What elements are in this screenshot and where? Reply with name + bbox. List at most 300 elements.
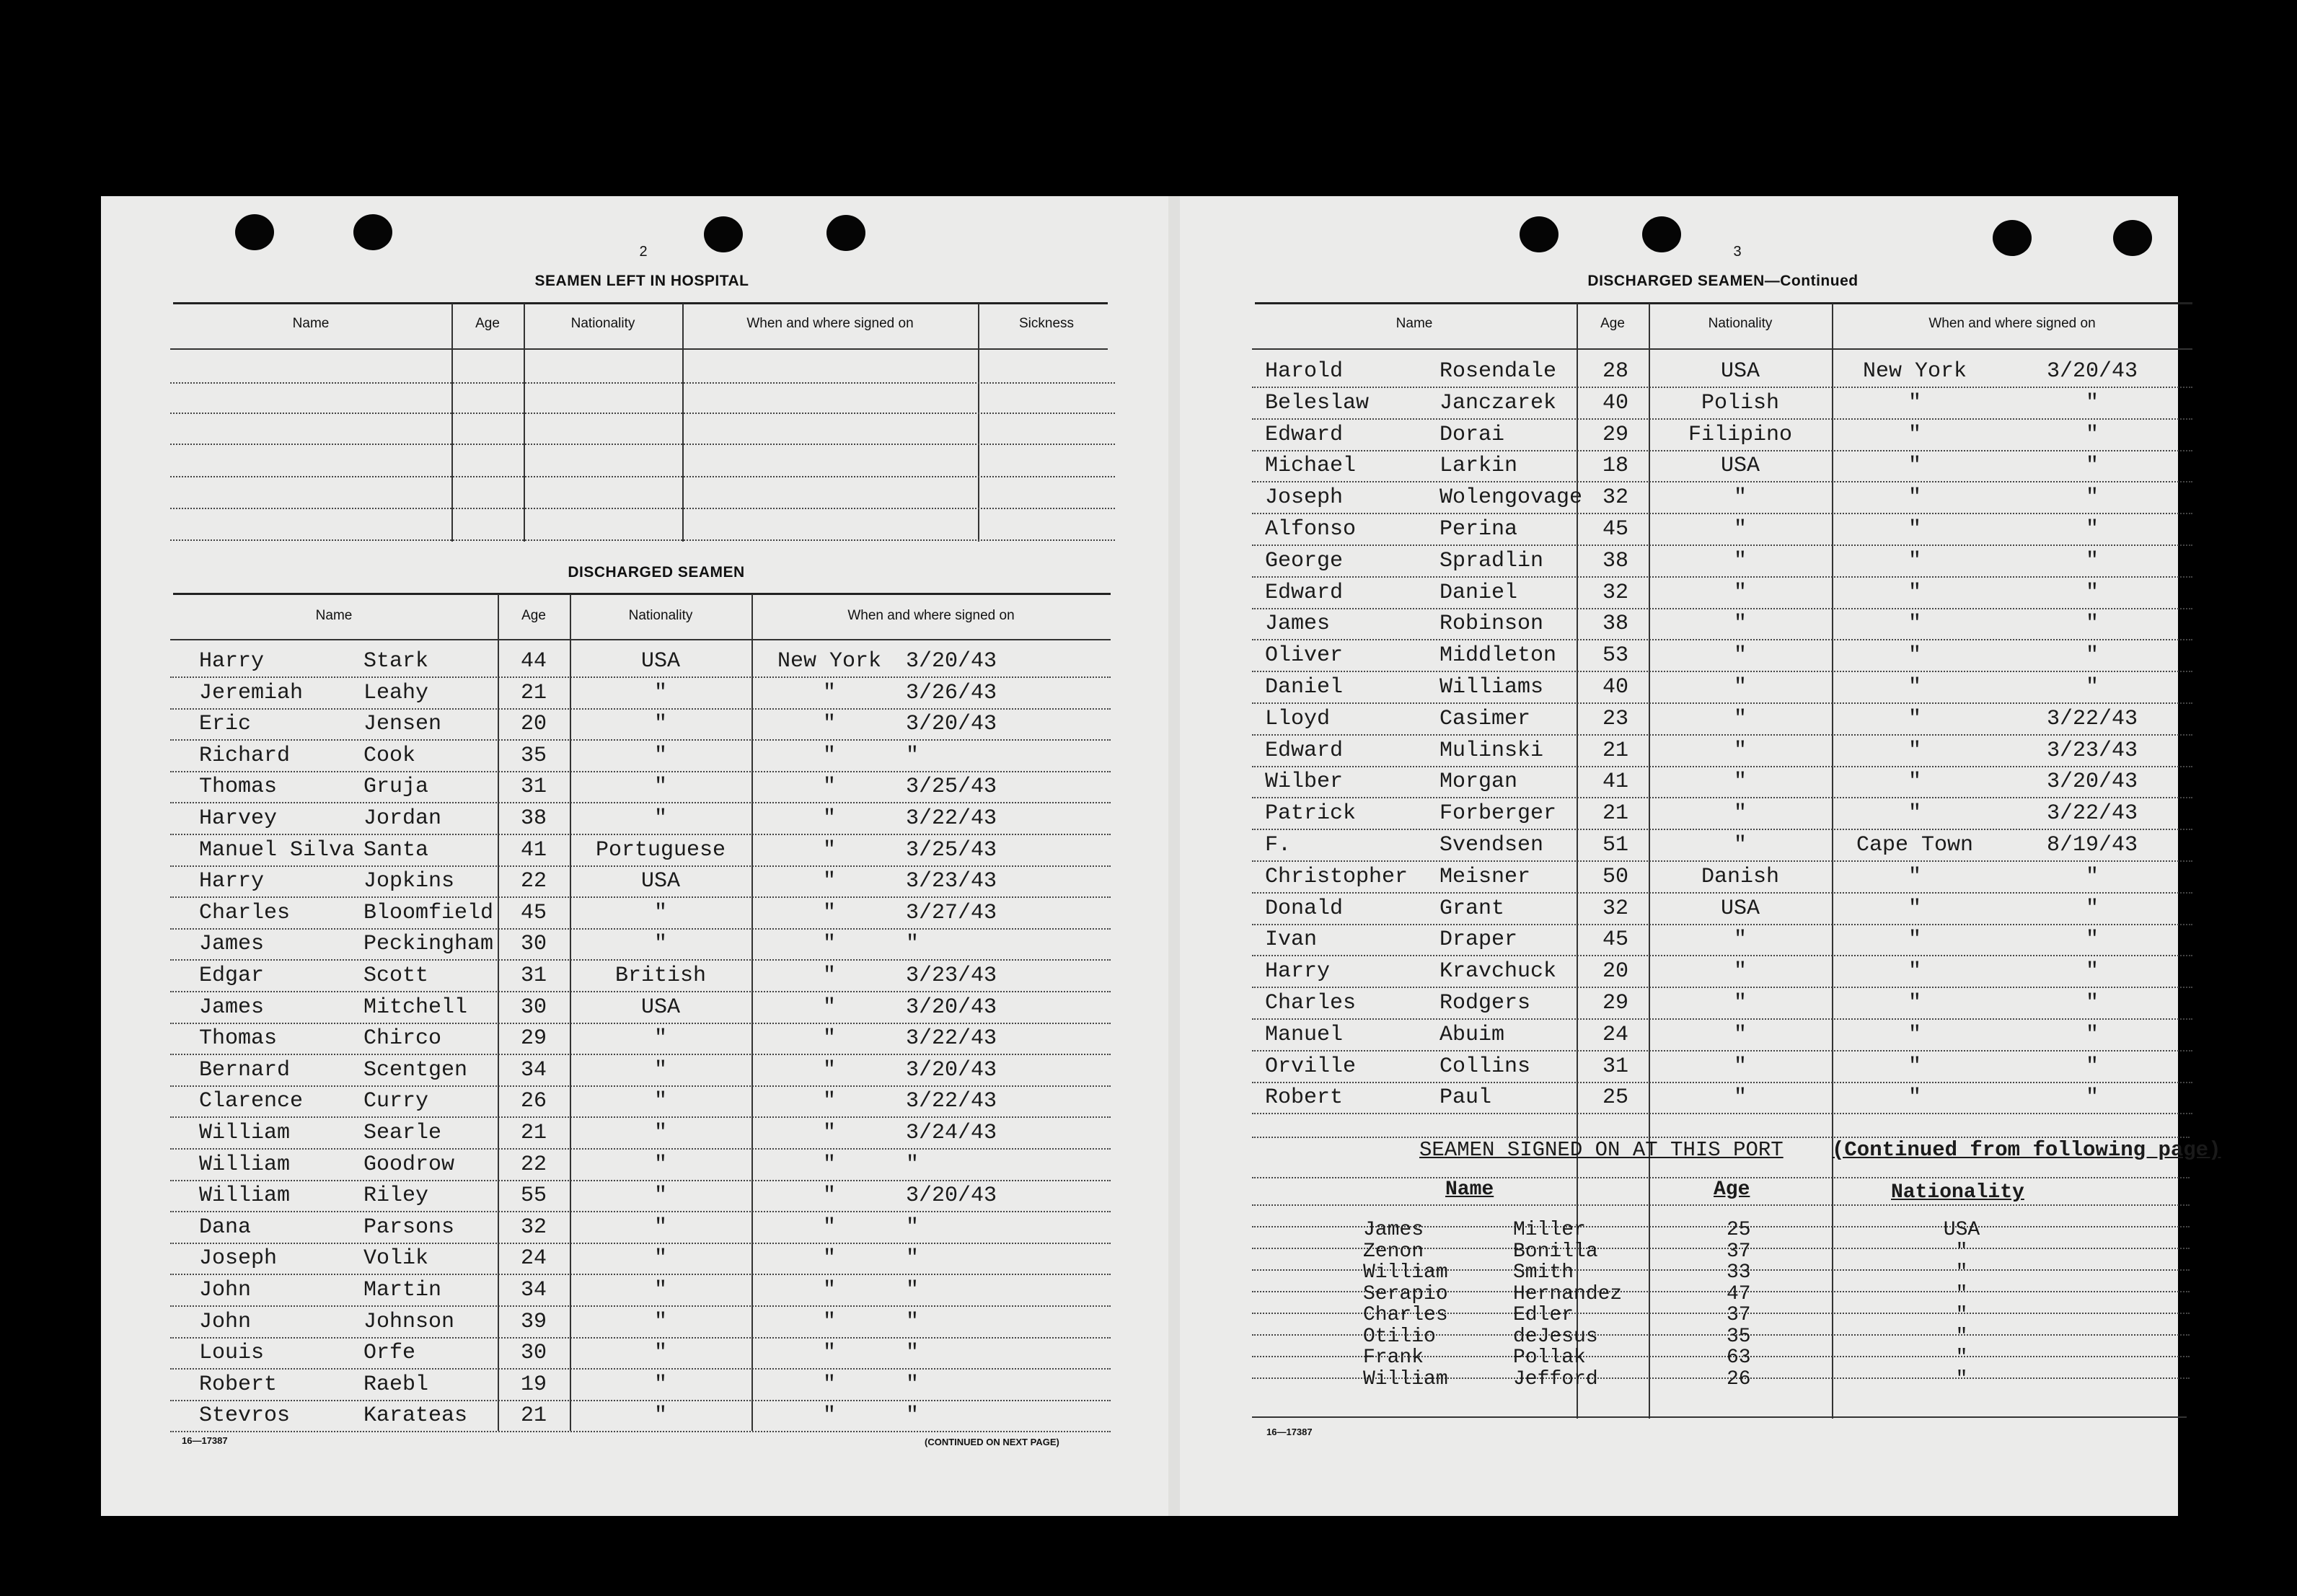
last-name: Orfe: [363, 1341, 416, 1366]
first-name: Serapio: [1363, 1282, 1448, 1305]
signed-on-place: ": [1908, 517, 1921, 542]
age: 25: [1727, 1219, 1751, 1241]
form-number: 16—17387: [182, 1435, 228, 1446]
last-name: Goodrow: [363, 1152, 455, 1177]
row-line: [1252, 892, 2192, 894]
nationality: ": [653, 743, 667, 768]
last-name: Scott: [363, 964, 429, 988]
signed-on-place: ": [822, 932, 836, 957]
signed-on-date: 3/20/43: [906, 712, 997, 737]
signed-on-date: 3/25/43: [906, 775, 997, 800]
signed-on-date: ": [906, 1278, 920, 1302]
nationality: Danish: [1701, 864, 1780, 889]
last-name: Jefford: [1513, 1367, 1598, 1390]
discharged-section-title: DISCHARGED SEAMEN: [568, 564, 745, 581]
nationality: USA: [640, 649, 680, 674]
age: 47: [1727, 1282, 1751, 1305]
last-name: Riley: [363, 1183, 429, 1209]
signed-on-date: 3/20/43: [906, 649, 997, 674]
age: 37: [1727, 1304, 1751, 1326]
signed-on-place: ": [1908, 991, 1921, 1015]
first-name: Oliver: [1265, 643, 1344, 669]
signed-on-date: ": [2085, 896, 2099, 921]
age: 26: [521, 1089, 547, 1114]
right-header-rule: [1252, 348, 2192, 350]
first-name: Harvey: [199, 806, 278, 831]
nationality: ": [1955, 1367, 1968, 1390]
nationality: ": [653, 1341, 667, 1366]
last-name: Grant: [1440, 896, 1505, 921]
signed-on-date: ": [2085, 1085, 2099, 1111]
last-name: Edler: [1513, 1304, 1574, 1326]
blank-row-line: [170, 508, 1115, 509]
binder-hole: [235, 214, 274, 250]
signed-on-date: 3/22/43: [906, 1089, 997, 1114]
first-name: Otilio: [1363, 1325, 1436, 1348]
signed-on-header-age: Age: [1714, 1178, 1750, 1201]
last-name: Dorai: [1440, 422, 1505, 447]
continued-note: (CONTINUED ON NEXT PAGE): [925, 1437, 1059, 1447]
column-divider: [524, 304, 525, 542]
last-name: Miller: [1513, 1219, 1586, 1241]
nationality: ": [653, 932, 667, 957]
signed-on-date: 3/20/43: [906, 1057, 997, 1083]
signed-on-place: ": [1908, 801, 1921, 826]
signed-on-place: ": [822, 680, 836, 705]
age: 55: [521, 1183, 547, 1209]
row-line: [1252, 513, 2192, 514]
signed-on-date: ": [906, 1403, 920, 1429]
age: 20: [521, 712, 547, 737]
signed-on-date: ": [2085, 959, 2099, 984]
last-name: Pollak: [1513, 1346, 1586, 1369]
signed-on-date: 3/22/43: [2046, 706, 2138, 731]
age: 33: [1727, 1261, 1751, 1284]
first-name: Edward: [1265, 738, 1344, 763]
signed-on-date: 3/25/43: [906, 837, 997, 863]
signed-on-date: ": [2085, 927, 2099, 953]
first-name: George: [1265, 548, 1344, 573]
age: 24: [1602, 1022, 1629, 1047]
age: 21: [1602, 738, 1629, 763]
nationality: ": [653, 1121, 667, 1145]
age: 21: [1602, 801, 1629, 826]
nationality: ": [1733, 1085, 1747, 1111]
nationality: ": [1955, 1240, 1968, 1263]
hospital-header-nationality: Nationality: [570, 316, 635, 331]
first-name: William: [199, 1121, 291, 1145]
signed-on-place: ": [822, 712, 836, 737]
signed-on-date: ": [906, 1341, 920, 1366]
signed-on-place: ": [822, 1121, 836, 1145]
last-name: Gruja: [363, 775, 429, 800]
row-line: [1252, 987, 2192, 988]
row-line: [1252, 1113, 2192, 1114]
blank-row-line: [170, 476, 1115, 477]
signed-on-place: ": [822, 1372, 836, 1397]
last-name: Kravchuck: [1440, 959, 1557, 984]
nationality: USA: [1943, 1219, 1980, 1241]
row-line: [1252, 639, 2192, 640]
last-name: Jordan: [363, 806, 442, 831]
row-line: [1252, 450, 2192, 451]
signed-on-date: 3/23/43: [2046, 738, 2138, 763]
nationality: ": [1733, 580, 1747, 605]
signed-on-place: ": [822, 1183, 836, 1209]
page-number: 2: [639, 244, 648, 260]
signed-on-place: ": [1908, 1085, 1921, 1111]
row-line: [170, 1305, 1111, 1307]
nationality: ": [1733, 706, 1747, 731]
signed-on-date: ": [2085, 517, 2099, 542]
nationality: ": [653, 1152, 667, 1177]
last-name: Parsons: [363, 1214, 455, 1240]
signed-on-place: ": [1908, 485, 1921, 511]
row-line: [170, 1085, 1111, 1087]
blank-row-line: [170, 444, 1115, 445]
signed-on-place: ": [822, 1026, 836, 1051]
last-name: Janczarek: [1440, 390, 1557, 415]
nationality: British: [614, 964, 707, 988]
nationality: ": [1955, 1346, 1968, 1369]
first-name: Eric: [199, 712, 252, 737]
signed-on-place: ": [822, 806, 836, 831]
age: 25: [1602, 1085, 1629, 1111]
signed-on-place: Cape Town: [1856, 833, 1974, 857]
blank-row-line: [170, 539, 1115, 541]
last-name: Chirco: [363, 1026, 442, 1051]
age: 29: [521, 1026, 547, 1051]
row-line: [170, 1368, 1111, 1370]
row-line: [170, 1431, 1111, 1432]
signed-on-place: ": [1908, 864, 1921, 889]
last-name: Collins: [1440, 1054, 1531, 1079]
hospital-section-title: SEAMEN LEFT IN HOSPITAL: [534, 273, 749, 289]
nationality: Portuguese: [595, 837, 726, 863]
first-name: John: [199, 1278, 252, 1302]
signed-on-date: ": [906, 743, 920, 768]
row-line: [1252, 418, 2192, 420]
nationality: ": [653, 1089, 667, 1114]
first-name: Jeremiah: [199, 680, 304, 705]
last-name: Draper: [1440, 927, 1518, 953]
signed-on-place: New York: [1862, 359, 1967, 384]
first-name: Harry: [199, 649, 265, 674]
last-name: Spradlin: [1440, 548, 1544, 573]
first-name: Joseph: [1265, 485, 1344, 511]
signed-on-place: ": [1908, 1054, 1921, 1079]
signed-on-note: (Continued from following page): [1832, 1138, 2221, 1162]
signed-on-date: ": [906, 1372, 920, 1397]
signed-on-place: ": [822, 1278, 836, 1302]
discharged-header-signed-on: When and where signed on: [847, 608, 1015, 623]
page-fold: [1168, 196, 1180, 1516]
first-name: Harold: [1265, 359, 1344, 384]
age: 31: [1602, 1054, 1629, 1079]
age: 19: [521, 1372, 547, 1397]
first-name: Alfonso: [1265, 517, 1357, 542]
signed-on-date: ": [906, 1246, 920, 1271]
age: 34: [521, 1278, 547, 1302]
first-name: James: [1265, 612, 1331, 637]
age: 31: [521, 964, 547, 988]
nationality: ": [653, 1057, 667, 1083]
first-name: William: [199, 1152, 291, 1177]
hospital-header-rule: [170, 348, 1108, 350]
first-name: William: [1363, 1367, 1448, 1390]
discharged-header-rule: [170, 639, 1111, 640]
signed-on-date: 3/22/43: [906, 1026, 997, 1051]
first-name: Christopher: [1265, 864, 1408, 889]
nationality: ": [653, 1372, 667, 1397]
nationality: ": [1733, 991, 1747, 1015]
first-name: William: [1363, 1261, 1448, 1284]
first-name: Thomas: [199, 775, 278, 800]
age: 34: [521, 1057, 547, 1083]
first-name: Zenon: [1363, 1240, 1424, 1263]
signed-on-place: ": [822, 1214, 836, 1240]
last-name: Hernandez: [1513, 1282, 1623, 1305]
last-name: Daniel: [1440, 580, 1518, 605]
first-name: Thomas: [199, 1026, 278, 1051]
last-name: Abuim: [1440, 1022, 1505, 1047]
age: 20: [1602, 959, 1629, 984]
row-line: [1252, 1018, 2192, 1020]
hospital-header-sickness: Sickness: [1018, 316, 1075, 331]
right-header-signed-on: When and where signed on: [1928, 316, 2096, 331]
nationality: ": [1733, 801, 1747, 826]
last-name: Peckingham: [363, 932, 494, 957]
nationality: Polish: [1701, 390, 1780, 415]
first-name: James: [1363, 1219, 1424, 1241]
nationality: ": [1733, 612, 1747, 637]
signed-on-place: ": [1908, 390, 1921, 415]
row-line: [1252, 766, 2192, 767]
age: 63: [1727, 1346, 1751, 1369]
last-name: Martin: [363, 1278, 442, 1302]
binder-hole: [1642, 216, 1681, 252]
signed-on-place: ": [822, 837, 836, 863]
row-line: [1252, 1204, 2190, 1206]
last-name: Perina: [1440, 517, 1518, 542]
age: 50: [1602, 864, 1629, 889]
age: 40: [1602, 675, 1629, 700]
row-line: [170, 771, 1111, 772]
age: 41: [521, 837, 547, 863]
signed-on-date: ": [2085, 1054, 2099, 1079]
last-name: Curry: [363, 1089, 429, 1114]
row-line: [1252, 576, 2192, 578]
signed-on-date: 3/20/43: [906, 995, 997, 1020]
discharged-header-name: Name: [315, 608, 353, 623]
row-line: [170, 991, 1111, 992]
nationality: ": [653, 1214, 667, 1240]
signed-on-date: ": [2085, 485, 2099, 511]
row-line: [1252, 481, 2192, 482]
nationality: ": [653, 1278, 667, 1302]
page-number: 3: [1733, 244, 1742, 260]
age: 30: [521, 995, 547, 1020]
nationality: ": [1733, 517, 1747, 542]
right-header-age: Age: [1600, 316, 1625, 331]
signed-on-place: ": [822, 1403, 836, 1429]
nationality: ": [1733, 1022, 1747, 1047]
nationality: ": [1733, 738, 1747, 763]
row-line: [1252, 1082, 2192, 1083]
row-line: [1252, 1050, 2192, 1051]
signed-on-place: ": [1908, 643, 1921, 669]
signed-on-place: ": [1908, 770, 1921, 795]
row-line: [170, 1180, 1111, 1181]
last-name: Middleton: [1440, 643, 1557, 669]
first-name: Charles: [199, 900, 291, 925]
discharged-top-rule: [173, 593, 1111, 595]
first-name: Patrick: [1265, 801, 1357, 826]
row-line: [170, 1243, 1111, 1244]
age: 35: [1727, 1325, 1751, 1348]
first-name: Clarence: [199, 1089, 304, 1114]
nationality: ": [653, 1246, 667, 1271]
first-name: Michael: [1265, 454, 1357, 479]
discharged-header-age: Age: [521, 608, 546, 623]
signed-on-place: ": [822, 1246, 836, 1271]
signed-on-place: ": [1908, 959, 1921, 984]
signed-on-date: ": [906, 1309, 920, 1334]
row-line: [170, 802, 1111, 803]
age: 31: [521, 775, 547, 800]
column-divider: [682, 304, 684, 542]
signed-on-place: ": [1908, 548, 1921, 573]
age: 18: [1602, 454, 1629, 479]
first-name: Frank: [1363, 1346, 1424, 1369]
age: 51: [1602, 833, 1629, 857]
binder-hole: [1520, 216, 1558, 252]
row-line: [170, 959, 1111, 961]
signed-on-date: 8/19/43: [2046, 833, 2138, 857]
age: 21: [521, 680, 547, 705]
row-line: [170, 1148, 1111, 1150]
first-name: Wilber: [1265, 770, 1344, 795]
age: 29: [1602, 991, 1629, 1015]
age: 45: [1602, 517, 1629, 542]
nationality: ": [1955, 1282, 1968, 1305]
last-name: Morgan: [1440, 770, 1518, 795]
first-name: William: [199, 1183, 291, 1209]
signed-on-place: ": [822, 869, 836, 894]
row-line: [1252, 955, 2192, 956]
first-name: Stevros: [199, 1403, 291, 1429]
signed-on-header-name: Name: [1445, 1178, 1494, 1201]
signed-on-date: ": [906, 932, 920, 957]
signed-on-place: ": [1908, 580, 1921, 605]
first-name: James: [199, 932, 265, 957]
hospital-header-signed-on: When and where signed on: [746, 316, 914, 331]
hospital-header-name: Name: [292, 316, 330, 331]
signed-on-date: 3/22/43: [2046, 801, 2138, 826]
last-name: Rosendale: [1440, 359, 1557, 384]
nationality: ": [1733, 959, 1747, 984]
first-name: Daniel: [1265, 675, 1344, 700]
signed-on-place: ": [822, 1152, 836, 1177]
first-name: Louis: [199, 1341, 265, 1366]
nationality: USA: [640, 869, 680, 894]
signed-on-date: 3/27/43: [906, 900, 997, 925]
last-name: Santa: [363, 837, 429, 863]
nationality: ": [653, 775, 667, 800]
nationality: ": [1733, 485, 1747, 511]
last-name: Jensen: [363, 712, 442, 737]
row-line: [170, 676, 1111, 678]
row-line: [1252, 860, 2192, 862]
signed-on-place: ": [822, 1057, 836, 1083]
first-name: Manuel Silva: [199, 837, 356, 863]
nationality: ": [653, 712, 667, 737]
last-name: deJesus: [1513, 1325, 1598, 1348]
row-line: [170, 1054, 1111, 1055]
age: 32: [1602, 896, 1629, 921]
nationality: ": [653, 900, 667, 925]
first-name: Ivan: [1265, 927, 1318, 953]
nationality: ": [653, 1309, 667, 1334]
last-name: Paul: [1440, 1085, 1492, 1111]
age: 35: [521, 743, 547, 768]
age: 38: [521, 806, 547, 831]
last-name: Williams: [1440, 675, 1544, 700]
signed-on-date: ": [2085, 422, 2099, 447]
signed-on-header-nationality: Nationality: [1891, 1181, 2024, 1204]
nationality: ": [653, 1183, 667, 1209]
first-name: Manuel: [1265, 1022, 1344, 1047]
right-header-nationality: Nationality: [1708, 316, 1773, 331]
last-name: Larkin: [1440, 454, 1518, 479]
signed-on-date: 3/24/43: [906, 1121, 997, 1145]
row-line: [1252, 924, 2192, 925]
first-name: Donald: [1265, 896, 1344, 921]
nationality: ": [653, 1026, 667, 1051]
signed-on-place: ": [822, 995, 836, 1020]
signed-on-date: ": [2085, 675, 2099, 700]
signed-on-date: ": [2085, 390, 2099, 415]
age: 24: [521, 1246, 547, 1271]
first-name: Edward: [1265, 580, 1344, 605]
last-name: Svendsen: [1440, 833, 1544, 857]
first-name: James: [199, 995, 265, 1020]
nationality: ": [1733, 548, 1747, 573]
row-line: [170, 1400, 1111, 1401]
signed-on-place: ": [1908, 1022, 1921, 1047]
nationality: ": [1733, 643, 1747, 669]
row-line: [1252, 797, 2192, 798]
row-line: [170, 865, 1111, 867]
last-name: Raebl: [363, 1372, 429, 1397]
first-name: Robert: [199, 1372, 278, 1397]
age: 29: [1602, 422, 1629, 447]
column-divider: [451, 304, 453, 542]
blank-row-line: [170, 382, 1115, 384]
blank-row-line: [170, 413, 1115, 414]
age: 32: [521, 1214, 547, 1240]
binder-hole: [704, 216, 743, 252]
first-name: F.: [1265, 833, 1292, 857]
last-name: Scentgen: [363, 1057, 468, 1083]
nationality: ": [1955, 1304, 1968, 1326]
row-line: [170, 928, 1111, 930]
first-name: Orville: [1265, 1054, 1357, 1079]
row-line: [170, 1116, 1111, 1118]
row-line: [170, 834, 1111, 835]
signed-on-place: ": [822, 743, 836, 768]
discharged-header-nationality: Nationality: [628, 608, 693, 623]
